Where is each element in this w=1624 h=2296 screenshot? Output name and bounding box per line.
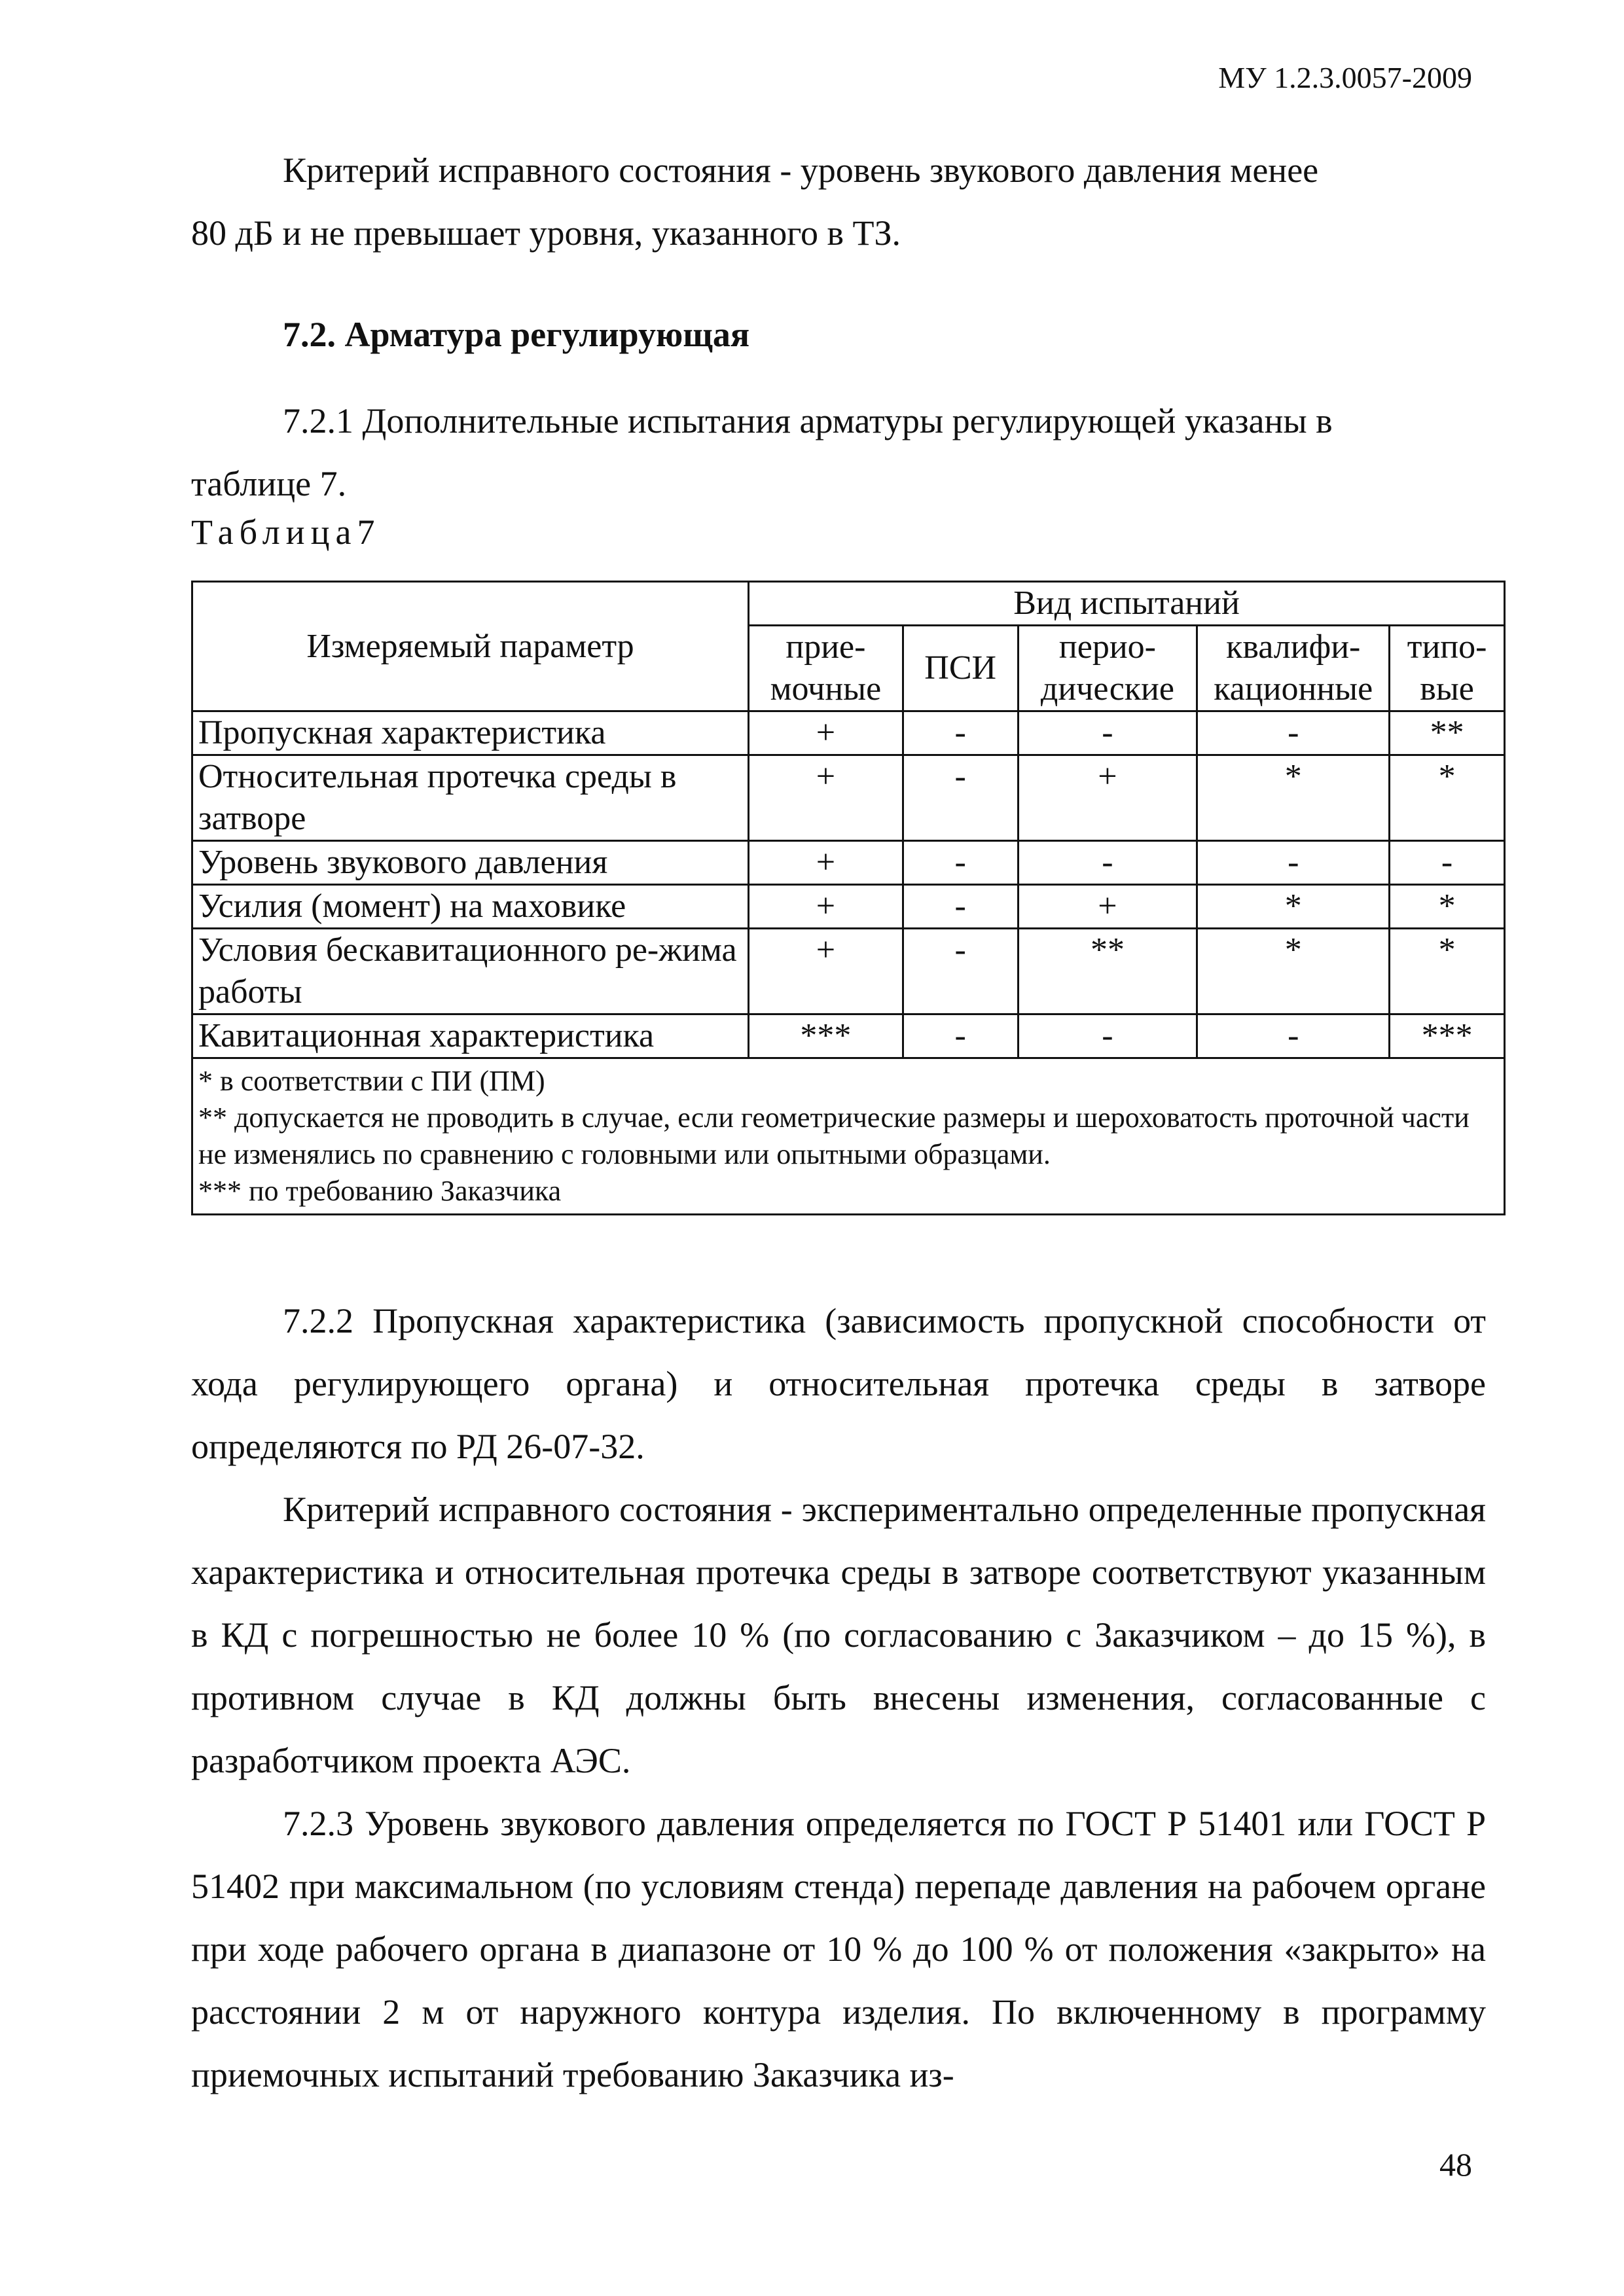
- mark-cell: -: [1018, 1014, 1197, 1058]
- table-row: [192, 711, 1505, 755]
- table-notes: [192, 1058, 1505, 1215]
- note-1: * в соответствии с ПИ (ПМ): [198, 1065, 545, 1097]
- column-header: ПСИ: [903, 626, 1018, 711]
- table-header-row-1: [192, 582, 1505, 626]
- paragraph-722: [191, 1289, 1486, 1478]
- table-row: [192, 841, 1505, 885]
- column-header: перио- дические: [1018, 626, 1197, 711]
- intro-line-1: Критерий исправного состояния - уровень звукового давления менее: [283, 151, 1319, 190]
- mark-cell: *: [1390, 929, 1505, 1014]
- mark-cell: -: [903, 1014, 1018, 1058]
- note-3: *** по требованию Заказчика: [198, 1175, 562, 1207]
- criterion-text: Критерий исправного состояния - экспериментально определенные пропускная характеристика и относительная протечка среды в затворе соответствуют указанным в КД с погрешностью не более 10 % (по согласованию с Заказчиком – до 15 %), в противном случае в КД должны быть внесены изменения, согласованные с разработчиком проекта АЭС.: [191, 1490, 1486, 1780]
- mark-cell: +: [749, 755, 903, 841]
- document-code: МУ 1.2.3.0057-2009: [1218, 61, 1472, 94]
- table-row: [192, 929, 1505, 1014]
- mark-cell: -: [1197, 1014, 1390, 1058]
- mark-cell: *: [1390, 755, 1505, 841]
- mark-cell: -: [903, 841, 1018, 885]
- paragraph-722-text: 7.2.2 Пропускная характеристика (зависимость пропускной способности от хода регулирующего органа) и относительная протечка среды в затворе определяются по РД 26-07-32.: [191, 1301, 1486, 1466]
- param-cell: Кавитационная характеристика: [192, 1014, 749, 1058]
- mark-cell: -: [1197, 841, 1390, 885]
- mark-cell: *: [1197, 885, 1390, 929]
- page-number: 48: [1439, 2146, 1472, 2183]
- mark-cell: -: [903, 711, 1018, 755]
- mark-cell: -: [1018, 711, 1197, 755]
- column-header: квалифи- кационные: [1197, 626, 1390, 711]
- param-cell: Уровень звукового давления: [192, 841, 749, 885]
- mark-cell: **: [1390, 711, 1505, 755]
- table-row: [192, 1014, 1505, 1058]
- criterion-paragraph: [191, 1478, 1486, 1792]
- mark-cell: -: [1390, 841, 1505, 885]
- mark-cell: +: [749, 711, 903, 755]
- table-row: [192, 755, 1505, 841]
- section-para-line-1: 7.2.1 Дополнительные испытания арматуры регулирующей указаны в: [283, 401, 1333, 440]
- mark-cell: +: [1018, 755, 1197, 841]
- param-header: Измеряемый параметр: [192, 582, 749, 711]
- mark-cell: ***: [1390, 1014, 1505, 1058]
- paragraph-723: [191, 1792, 1486, 2106]
- mark-cell: *: [1390, 885, 1505, 929]
- intro-paragraph: [191, 139, 1486, 264]
- column-header: типо- вые: [1390, 626, 1505, 711]
- mark-cell: +: [749, 841, 903, 885]
- tests-table: [191, 581, 1506, 1215]
- group-header: Вид испытаний: [749, 582, 1505, 626]
- section-para-line-2: таблице 7.: [191, 464, 347, 503]
- mark-cell: -: [1197, 711, 1390, 755]
- table-caption: Таблица7: [191, 512, 381, 552]
- mark-cell: +: [749, 929, 903, 1014]
- intro-line-2: 80 дБ и не превышает уровня, указанного в ТЗ.: [191, 213, 901, 253]
- table-notes-row: [192, 1058, 1505, 1215]
- param-cell: Условия бескавитационного ре-жима работы: [192, 929, 749, 1014]
- mark-cell: -: [903, 885, 1018, 929]
- mark-cell: -: [1018, 841, 1197, 885]
- param-cell: Пропускная характеристика: [192, 711, 749, 755]
- mark-cell: -: [903, 929, 1018, 1014]
- mark-cell: *: [1197, 929, 1390, 1014]
- paragraph-723-text: 7.2.3 Уровень звукового давления определяется по ГОСТ Р 51401 или ГОСТ Р 51402 при максимальном (по условиям стенда) перепаде давления на рабочем органе при ходе рабочего органа в диапазоне от 10 % до 100 % от положения «закрыто» на расстоянии 2 м от наружного контура изделия. По включенному в программу приемочных испытаний требованию Заказчика из-: [191, 1804, 1486, 2094]
- mark-cell: **: [1018, 929, 1197, 1014]
- table-row: [192, 885, 1505, 929]
- mark-cell: ***: [749, 1014, 903, 1058]
- param-cell: Относительная протечка среды в затворе: [192, 755, 749, 841]
- mark-cell: *: [1197, 755, 1390, 841]
- column-header: прие- мочные: [749, 626, 903, 711]
- mark-cell: +: [749, 885, 903, 929]
- mark-cell: +: [1018, 885, 1197, 929]
- mark-cell: -: [903, 755, 1018, 841]
- section-title: 7.2. Арматура регулирующая: [283, 315, 750, 354]
- param-cell: Усилия (момент) на маховике: [192, 885, 749, 929]
- section-paragraph-721: [191, 389, 1486, 515]
- note-2: ** допускается не проводить в случае, если геометрические размеры и шероховатость проточной части не изменялись по сравнению с головными или опытными образцами.: [198, 1102, 1470, 1170]
